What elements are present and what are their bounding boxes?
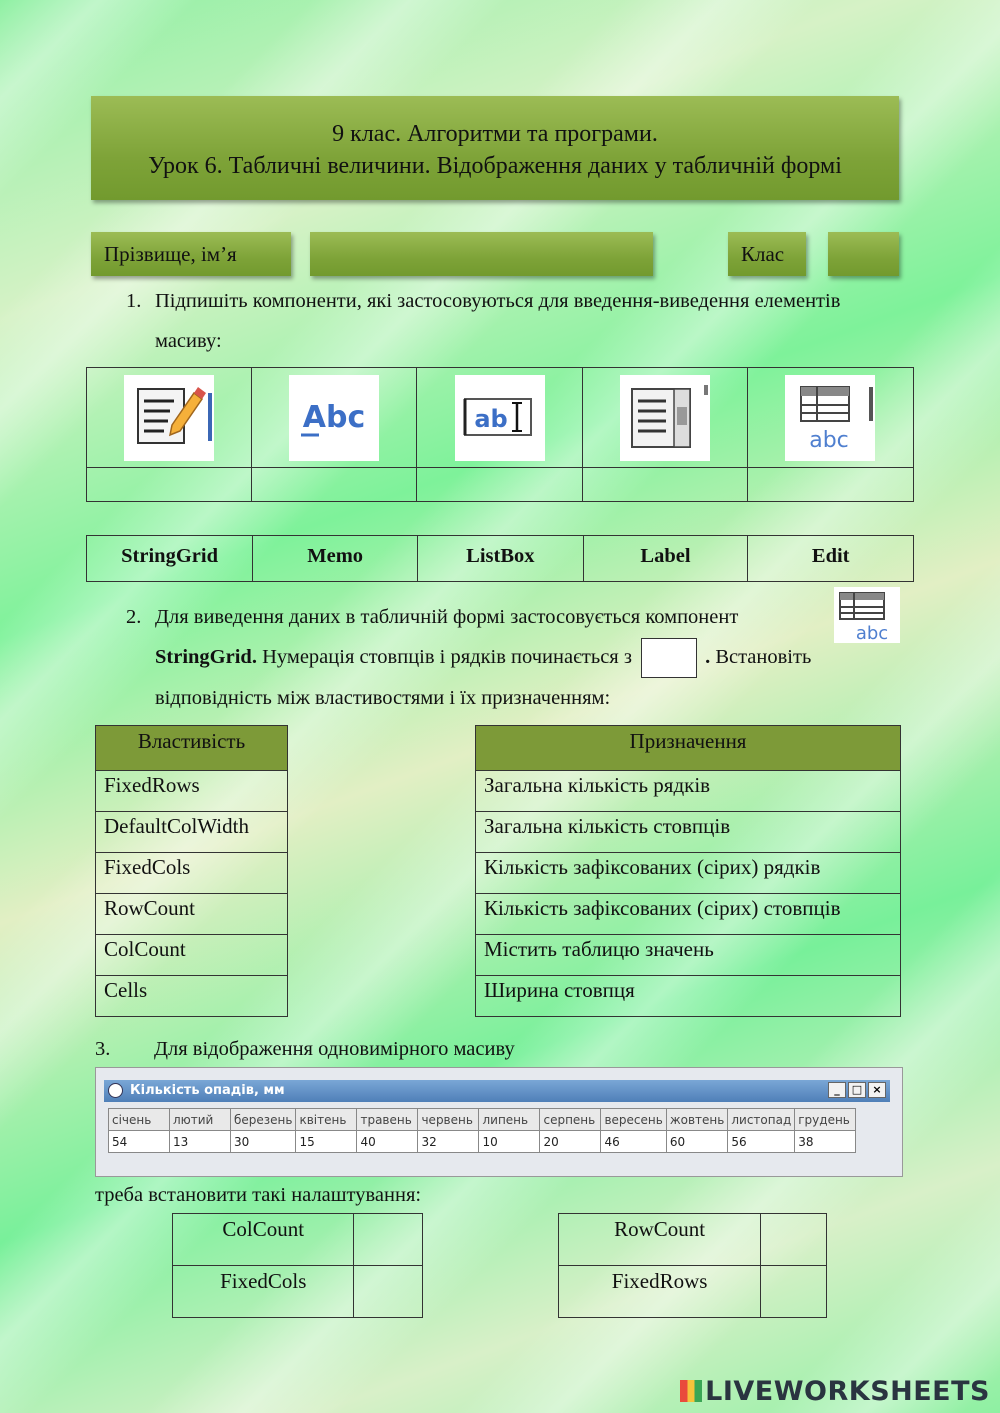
name-label: Прізвище, ім’я xyxy=(91,232,291,276)
header-line2: Урок 6. Табличні величини. Відображення даних у табличній формі xyxy=(148,153,842,179)
grid-header-cell: лютий xyxy=(170,1109,231,1131)
task2-text xyxy=(126,597,916,718)
answer-cell-4[interactable] xyxy=(582,468,747,502)
icon-cell-5 xyxy=(747,368,913,468)
stringgrid-small-icon-text: abc xyxy=(855,623,889,643)
grid-value-cell: 10 xyxy=(479,1131,540,1153)
task2-number: 2. xyxy=(126,606,142,628)
purpose-item[interactable]: Кількість зафіксованих (сірих) стовпців xyxy=(476,894,901,935)
liveworksheets-logo-icon xyxy=(680,1380,702,1402)
memo-icon xyxy=(124,375,214,461)
answer-cell-2[interactable] xyxy=(252,468,417,502)
task3-number: 3. xyxy=(95,1038,111,1060)
property-item[interactable]: ColCount xyxy=(96,935,288,976)
grid-header-cell: червень xyxy=(418,1109,479,1131)
liveworksheets-logo xyxy=(680,1376,990,1407)
purposes-header: Призначення xyxy=(476,726,901,771)
label-icon-text: Abc xyxy=(303,399,366,435)
task2-line1: Для виведення даних в табличній формі застосовується компонент xyxy=(155,606,739,628)
start-index-input[interactable] xyxy=(641,638,697,678)
edit-icon-text: ab xyxy=(473,404,508,433)
answer-cell-3[interactable] xyxy=(417,468,582,502)
properties-header: Властивість xyxy=(96,726,288,771)
icon-cell-3 xyxy=(417,368,582,468)
property-item[interactable]: FixedCols xyxy=(96,853,288,894)
maximize-icon[interactable]: □ xyxy=(848,1082,866,1098)
task2-numbering: Нумерація стовпців і рядків починається з xyxy=(262,646,632,668)
setting-fixedcols-label: FixedCols xyxy=(173,1266,354,1318)
window-title: Кількість опадів, мм xyxy=(130,1083,285,1098)
names-table xyxy=(86,535,914,582)
name-input[interactable] xyxy=(310,232,653,276)
grid-header-cell: листопад xyxy=(728,1109,795,1131)
brand-text: LIVEWORKSHEETS xyxy=(705,1376,990,1407)
purpose-item[interactable]: Містить таблицю значень xyxy=(476,935,901,976)
grid-header-cell: грудень xyxy=(795,1109,856,1131)
grid-value-cell: 32 xyxy=(418,1131,479,1153)
grid-value-cell: 60 xyxy=(666,1131,728,1153)
listbox-icon xyxy=(620,375,710,461)
lesson-header xyxy=(91,96,899,200)
purposes-table xyxy=(475,725,901,1017)
task1-body: Підпишіть компоненти, які застосовуються для введення-виведення елементів масиву: xyxy=(155,290,841,352)
grid-header-cell: березень xyxy=(231,1109,296,1131)
property-item[interactable]: DefaultColWidth xyxy=(96,812,288,853)
grid-header-cell: серпень xyxy=(540,1109,601,1131)
grid-header-cell: травень xyxy=(357,1109,418,1131)
class-label: Клас xyxy=(728,232,806,276)
app-icon xyxy=(108,1083,123,1098)
property-item[interactable]: Cells xyxy=(96,976,288,1017)
settings-left-table xyxy=(172,1213,423,1318)
close-icon[interactable]: × xyxy=(868,1082,886,1098)
settings-right-table xyxy=(558,1213,827,1318)
icon-cell-4 xyxy=(582,368,747,468)
task3-after-text: треба встановити такі налаштування: xyxy=(95,1184,422,1206)
grid-value-cell: 38 xyxy=(795,1131,856,1153)
name-option-1[interactable]: StringGrid xyxy=(87,536,253,582)
edit-icon xyxy=(455,375,545,461)
task1-text xyxy=(126,281,906,361)
task2-component: StringGrid. xyxy=(155,646,257,668)
grid-value-cell: 54 xyxy=(109,1131,170,1153)
icon-cell-2 xyxy=(252,368,417,468)
setting-colcount-input[interactable] xyxy=(354,1214,423,1266)
purpose-item[interactable]: Ширина стовпця xyxy=(476,976,901,1017)
icons-table xyxy=(86,367,914,502)
stringgrid-small-icon xyxy=(834,587,900,643)
grid-value-cell: 56 xyxy=(728,1131,795,1153)
setting-colcount-label: ColCount xyxy=(173,1214,354,1266)
properties-table xyxy=(95,725,288,1017)
setting-fixedrows-label: FixedRows xyxy=(559,1266,761,1318)
purpose-item[interactable]: Загальна кількість стовпців xyxy=(476,812,901,853)
task1-number: 1. xyxy=(126,290,142,312)
task2-line2-end: Встановіть xyxy=(715,646,812,668)
setting-rowcount-input[interactable] xyxy=(761,1214,827,1266)
label-icon xyxy=(289,375,379,461)
grid-header-cell: липень xyxy=(479,1109,540,1131)
task2-line3: відповідність між властивостями і їх призначенням: xyxy=(155,687,611,710)
property-item[interactable]: RowCount xyxy=(96,894,288,935)
class-input[interactable] xyxy=(828,232,899,276)
window-titlebar xyxy=(104,1080,890,1102)
answer-cell-5[interactable] xyxy=(747,468,913,502)
setting-fixedrows-input[interactable] xyxy=(761,1266,827,1318)
answer-cell-1[interactable] xyxy=(87,468,252,502)
task3-body: Для відображення одновимірного масиву xyxy=(154,1038,515,1060)
string-grid xyxy=(108,1108,856,1153)
name-option-5[interactable]: Edit xyxy=(748,536,914,582)
header-line1: 9 клас. Алгоритми та програми. xyxy=(332,121,658,147)
icon-cell-1 xyxy=(87,368,252,468)
grid-header-cell: січень xyxy=(109,1109,170,1131)
purpose-item[interactable]: Загальна кількість рядків xyxy=(476,771,901,812)
purpose-item[interactable]: Кількість зафіксованих (сірих) рядків xyxy=(476,853,901,894)
grid-value-cell: 13 xyxy=(170,1131,231,1153)
grid-value-cell: 30 xyxy=(231,1131,296,1153)
name-option-3[interactable]: ListBox xyxy=(418,536,583,582)
setting-rowcount-label: RowCount xyxy=(559,1214,761,1266)
name-option-4[interactable]: Label xyxy=(583,536,748,582)
minimize-icon[interactable]: _ xyxy=(828,1082,846,1098)
stringgrid-icon xyxy=(785,375,875,461)
grid-value-cell: 46 xyxy=(601,1131,666,1153)
property-item[interactable]: FixedRows xyxy=(96,771,288,812)
grid-header-cell: квітень xyxy=(296,1109,357,1131)
rainfall-window xyxy=(95,1067,903,1177)
task3-text xyxy=(95,1029,795,1069)
grid-value-cell: 40 xyxy=(357,1131,418,1153)
grid-header-cell: жовтень xyxy=(666,1109,728,1131)
stringgrid-icon-text: abc xyxy=(809,427,850,453)
grid-header-cell: вересень xyxy=(601,1109,666,1131)
task2-line2: StringGrid. Нумерація стовпців і рядків починається з . Встановіть xyxy=(155,637,916,678)
grid-value-cell: 20 xyxy=(540,1131,601,1153)
grid-value-cell: 15 xyxy=(296,1131,357,1153)
name-option-2[interactable]: Memo xyxy=(253,536,418,582)
setting-fixedcols-input[interactable] xyxy=(354,1266,423,1318)
